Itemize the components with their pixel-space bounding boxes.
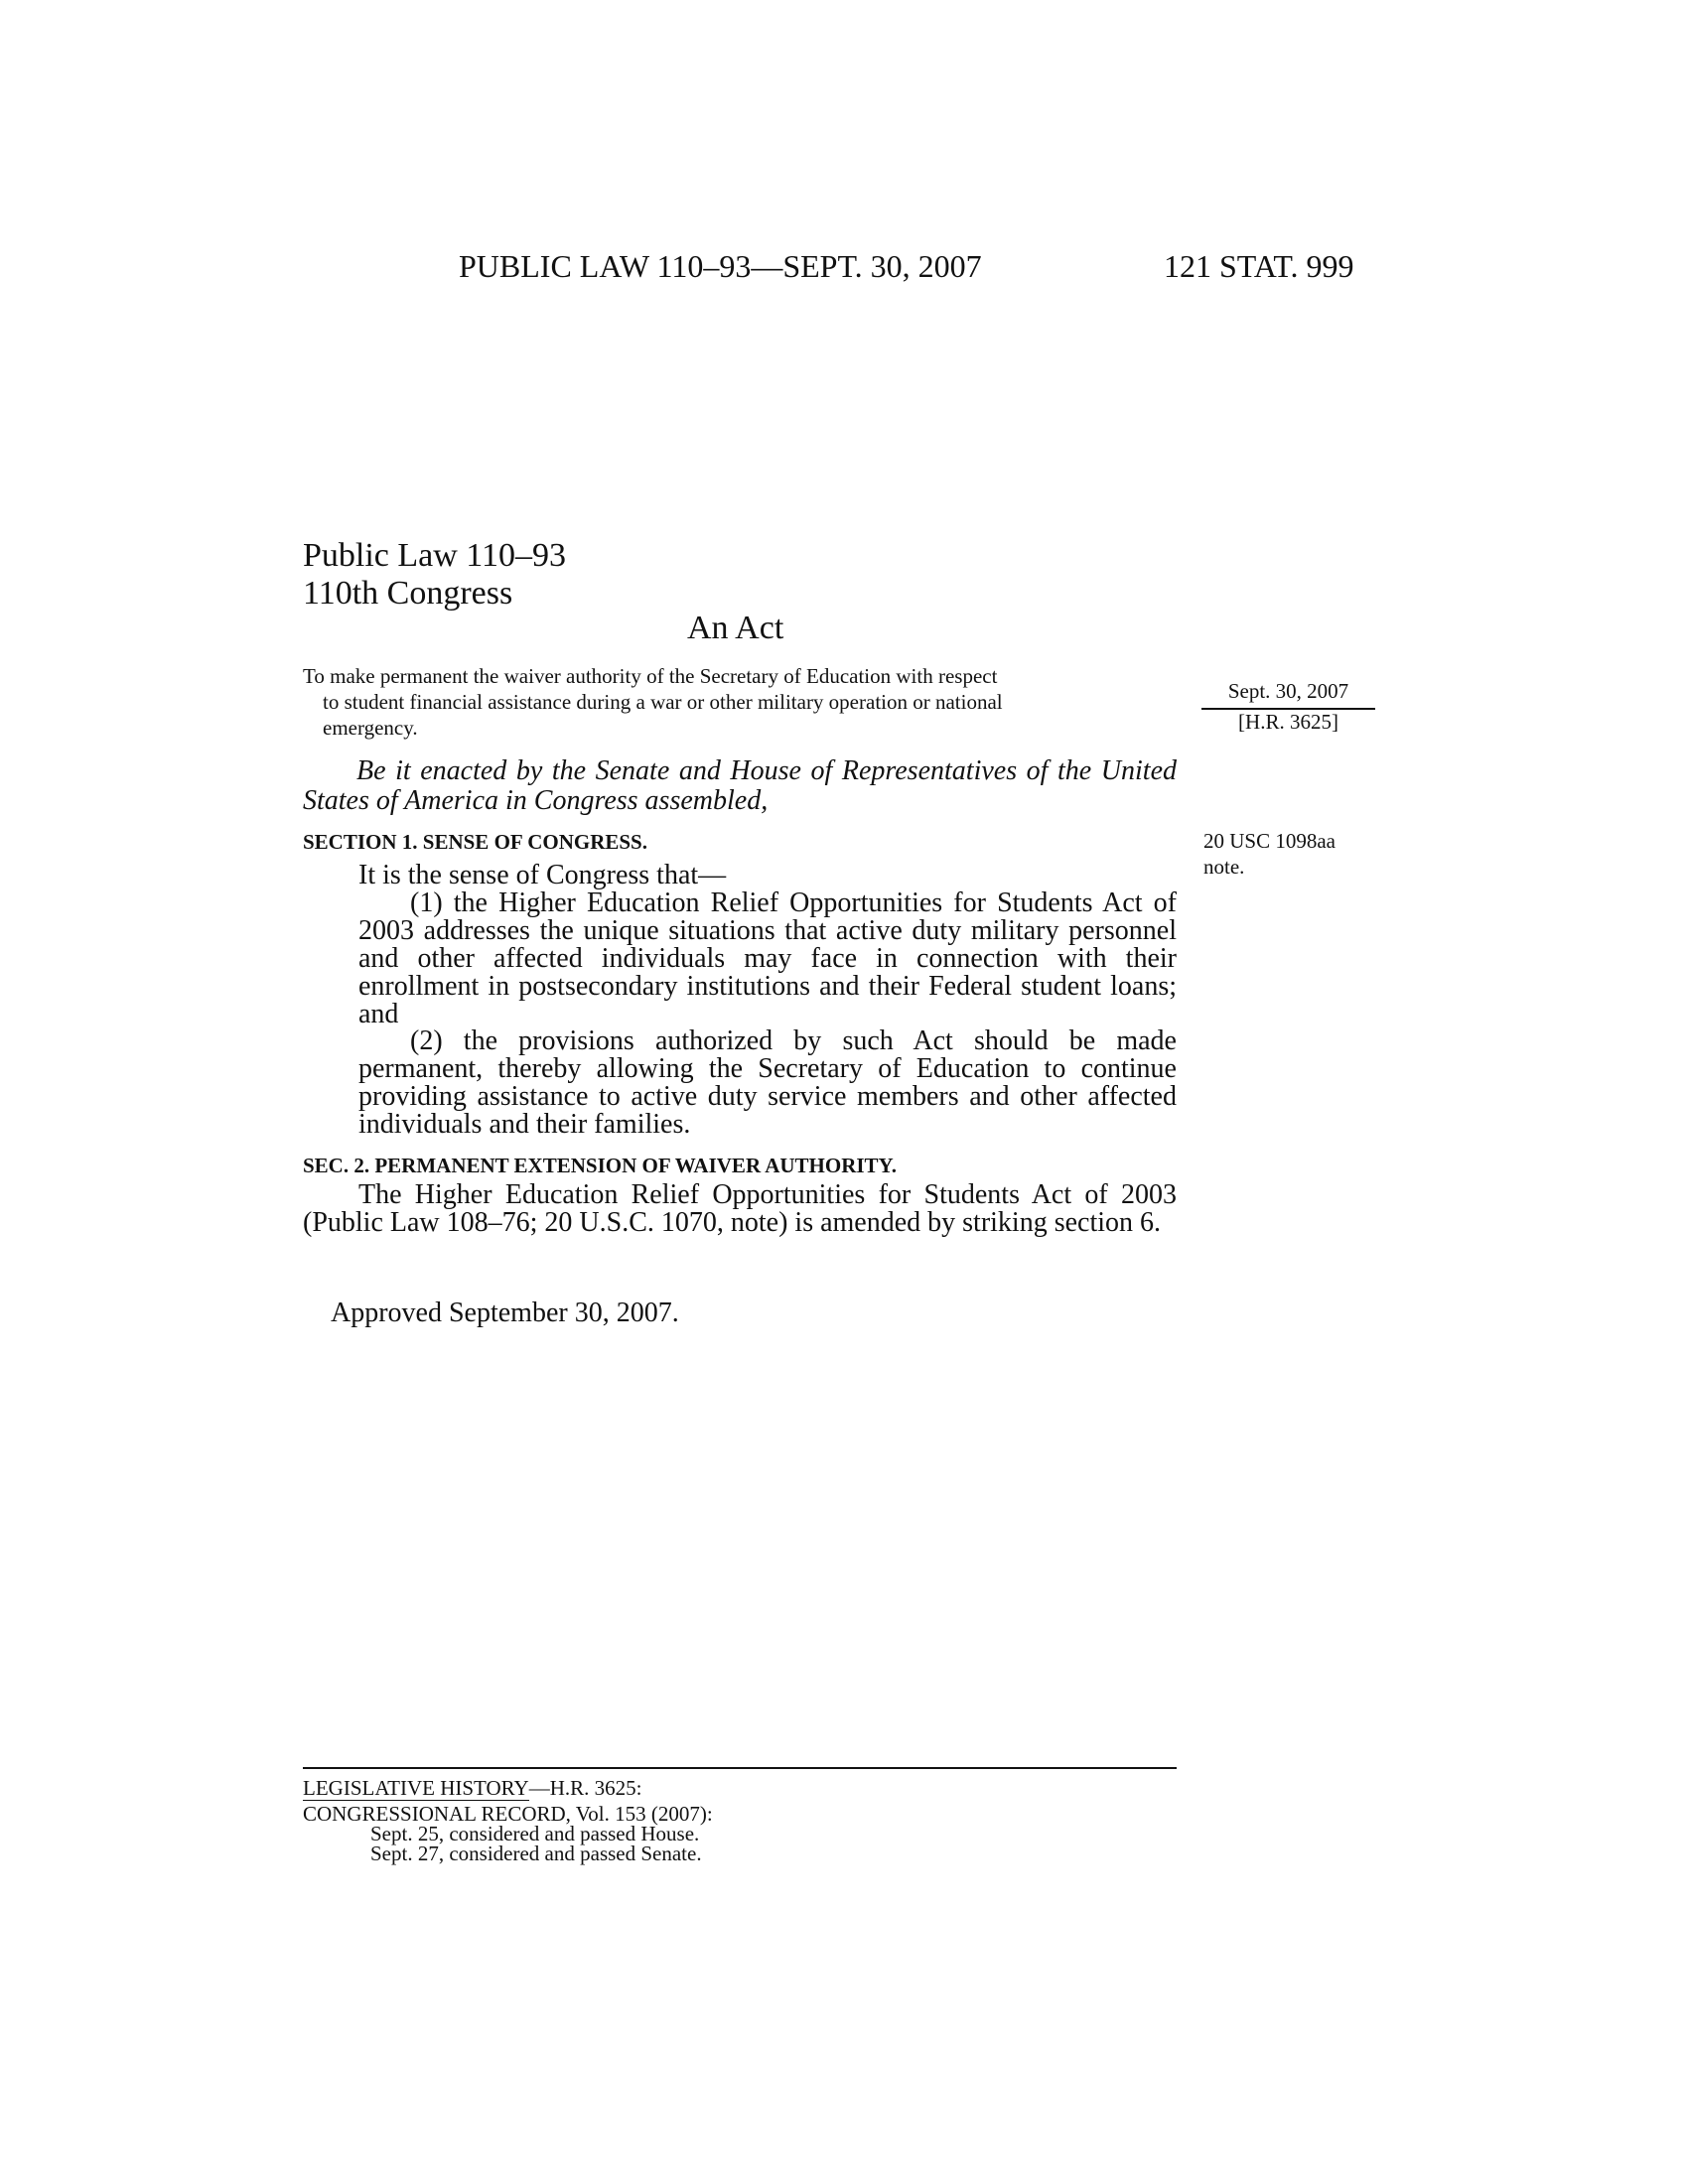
purpose-line: to student financial assistance during a war or other military operation or national — [323, 690, 1003, 714]
purpose-line: To make permanent the waiver authority of the Secretary of Education with respect — [303, 664, 998, 688]
margin-date: Sept. 30, 2007 — [1201, 679, 1375, 710]
congressional-record: CONGRESSIONAL RECORD, Vol. 153 (2007): — [303, 1802, 713, 1826]
section-2-heading: SEC. 2. PERMANENT EXTENSION OF WAIVER AUTHORITY. — [303, 1154, 898, 1177]
margin-citation-line: note. — [1203, 855, 1245, 879]
margin-bill-number: [H.R. 3625] — [1238, 710, 1338, 734]
legislative-history — [303, 1778, 713, 1863]
history-entry: Sept. 27, considered and passed Senate. — [370, 1842, 702, 1865]
public-law-number: Public Law 110–93 — [303, 537, 567, 574]
approval-line: Approved September 30, 2007. — [331, 1297, 679, 1328]
history-entry: Sept. 25, considered and passed House. — [370, 1822, 700, 1845]
section-1-intro-text: It is the sense of Congress that— — [358, 860, 727, 890]
running-header-right: 121 STAT. 999 — [1164, 248, 1354, 284]
section-1-paragraph-1 — [303, 889, 1177, 1028]
section-1-heading: SECTION 1. SENSE OF CONGRESS. — [303, 830, 647, 854]
legislative-history-title-underlined: LEGISLATIVE HISTORY — [303, 1776, 529, 1800]
margin-citation — [1203, 828, 1336, 880]
congress-number: 110th Congress — [303, 575, 513, 612]
purpose-line: emergency. — [323, 716, 418, 740]
section-2-body-text: The Higher Education Relief Opportunities for Students Act of 2003 (Public Law 108–76; 20 U.S.C. 1070, note) is amended by striking section 6. — [303, 1179, 1177, 1238]
margin-citation-line: 20 USC 1098aa — [1203, 829, 1336, 853]
legislative-history-title-rest: —H.R. 3625: — [528, 1776, 642, 1800]
running-header-left: PUBLIC LAW 110–93—SEPT. 30, 2007 — [459, 248, 982, 284]
section-1-paragraph-2-text: (2) the provisions authorized by such Act should be made permanent, thereby allowing the Secretary of Education to continue providing assistance to active duty service members and other affected individuals and their families. — [358, 1025, 1177, 1140]
act-type-heading: An Act — [687, 610, 784, 646]
legislative-history-title — [303, 1778, 713, 1798]
purpose-clause — [303, 663, 1177, 741]
enacting-clause-text: Be it enacted by the Senate and House of Representatives of the United States of America in Congress assembled, — [303, 755, 1177, 816]
section-1-intro — [303, 862, 1177, 889]
section-2-body — [303, 1181, 1177, 1237]
enacting-clause — [303, 756, 1177, 816]
section-1-paragraph-1-text: (1) the Higher Education Relief Opportunities for Students Act of 2003 addresses the unique situations that active duty military personnel and other affected individuals may face in connection with their enrollment in postsecondary institutions and their Federal student loans; and — [358, 887, 1177, 1029]
footnote-divider — [303, 1767, 1177, 1769]
section-1-paragraph-2 — [303, 1027, 1177, 1139]
